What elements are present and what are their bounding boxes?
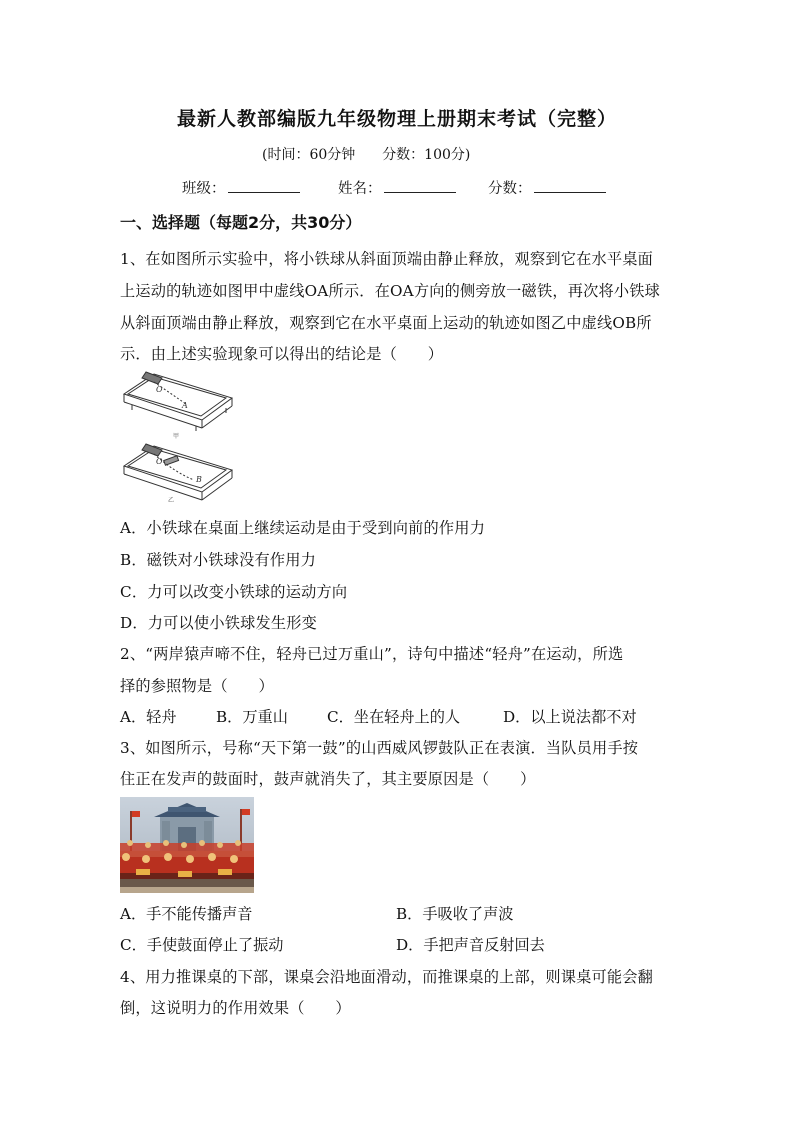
q1-line-3: 从斜面顶端由静止释放，观察到它在水平桌面上运动的轨迹如图乙中虚线OB所 — [120, 314, 652, 332]
q1-figure — [118, 368, 238, 504]
exam-time: (时间：60分钟 — [262, 147, 356, 163]
q3-option-c[interactable]: C．手使鼓面停止了振动 — [120, 936, 284, 954]
q2-line-1: 2、“两岸猿声啼不住，轻舟已过万重山”，诗句中描述“轻舟”在运动，所选 — [120, 645, 624, 663]
q4-line-2: 倒，这说明力的作用效果（ ） — [120, 999, 351, 1017]
label-o-2: O — [156, 457, 163, 466]
score-field — [488, 177, 606, 198]
figure-yi-table — [124, 444, 232, 504]
q3-option-d[interactable]: D．手把声音反射回去 — [396, 936, 545, 954]
q3-option-a[interactable]: A．手不能传播声音 — [120, 905, 253, 923]
score-blank[interactable] — [534, 178, 606, 193]
q4-line-1: 4、用力推课桌的下部，课桌会沿地面滑动，而推课桌的上部，则课桌可能会翻 — [120, 968, 654, 986]
magnet — [164, 456, 179, 465]
label-jia: 甲 — [173, 433, 180, 440]
q2-option-b[interactable]: B．万重山 — [216, 708, 288, 726]
q2-option-c[interactable]: C．坐在轻舟上的人 — [327, 708, 461, 726]
label-a: A — [182, 401, 188, 410]
q3-line-2: 住正在发声的鼓面时，鼓声就消失了，其主要原因是（ ） — [120, 770, 536, 788]
exam-total-score: 分数：100分) — [382, 147, 471, 163]
label-o: O — [156, 385, 163, 394]
name-label: 姓名： — [338, 181, 382, 197]
q2-line-2: 择的参照物是（ ） — [120, 677, 274, 695]
q3-option-b[interactable]: B．手吸收了声波 — [396, 905, 514, 923]
performers — [120, 840, 254, 887]
q1-option-b[interactable]: B．磁铁对小铁球没有作用力 — [120, 551, 317, 569]
label-b: B — [196, 475, 202, 484]
score-label: 分数： — [488, 181, 532, 197]
q1-line-1: 1、在如图所示实验中，将小铁球从斜面顶端由静止释放，观察到它在水平桌面 — [120, 250, 654, 268]
label-yi: 乙 — [168, 497, 175, 504]
exam-subtitle — [262, 144, 470, 164]
exam-title: 最新人教部编版九年级物理上册期末考试（完整） — [176, 108, 617, 130]
class-label: 班级： — [182, 181, 226, 197]
class-blank[interactable] — [228, 178, 300, 193]
name-blank[interactable] — [384, 178, 456, 193]
q1-option-c[interactable]: C．力可以改变小铁球的运动方向 — [120, 583, 348, 601]
drum-troupe-photo — [120, 797, 254, 893]
q2-option-a[interactable]: A．轻舟 — [120, 708, 177, 726]
q1-option-a[interactable]: A．小铁球在桌面上继续运动是由于受到向前的作用力 — [120, 519, 486, 537]
figure-jia-table — [124, 372, 232, 440]
q1-line-2: 上运动的轨迹如图甲中虚线OA所示．在OA方向的侧旁放一磁铁，再次将小铁球 — [120, 282, 661, 300]
q1-option-d[interactable]: D．力可以使小铁球发生形变 — [120, 614, 318, 632]
section-title-choice: 一、选择题（每题2分，共30分） — [120, 213, 362, 232]
name-field — [338, 177, 456, 198]
class-field — [182, 177, 300, 198]
q3-line-1: 3、如图所示，号称“天下第一鼓”的山西威风锣鼓队正在表演．当队员用手按 — [120, 739, 639, 757]
q1-line-4: 示．由上述实验现象可以得出的结论是（ ） — [120, 345, 444, 363]
q2-option-d[interactable]: D．以上说法都不对 — [503, 708, 637, 726]
